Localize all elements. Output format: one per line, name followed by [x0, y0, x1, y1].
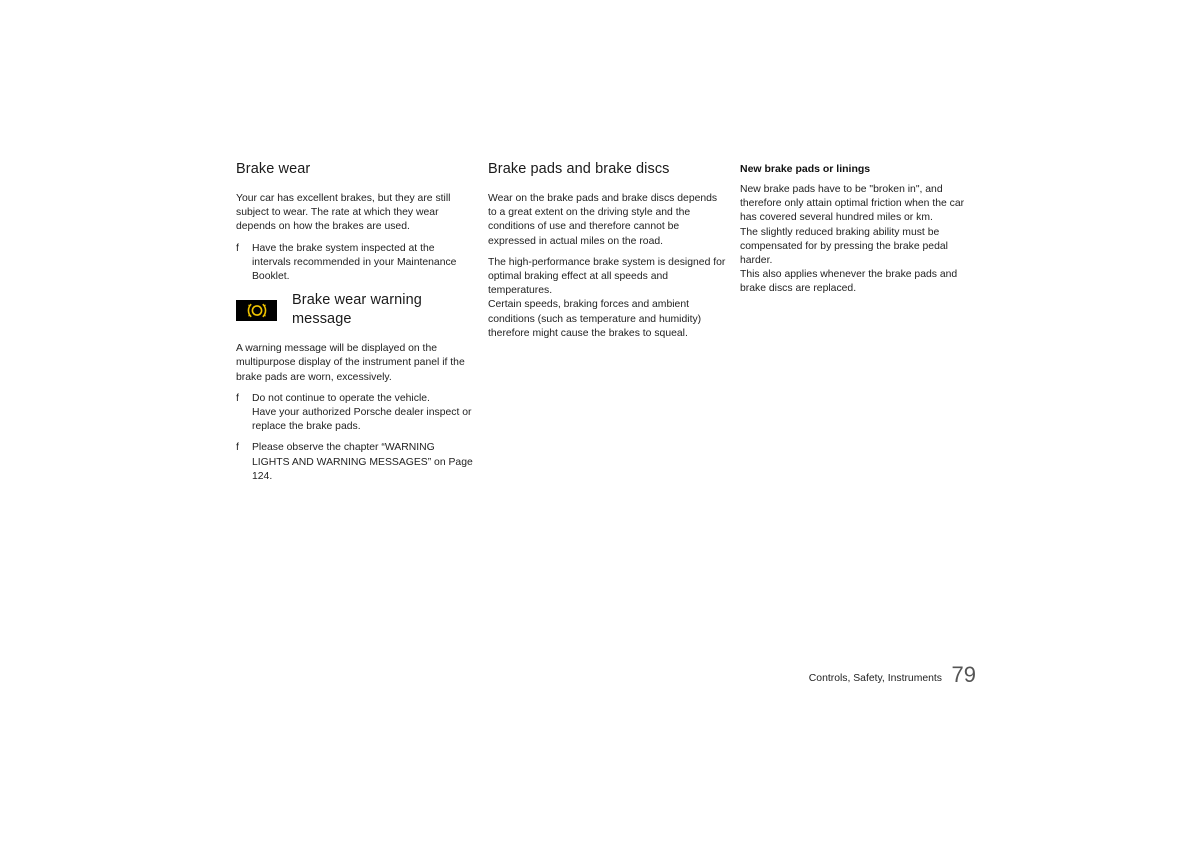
bullet-marker: f [236, 442, 239, 454]
section-heading-brake-wear: Brake wear [236, 161, 311, 177]
instruction-line: Do not continue to operate the vehicle. [252, 392, 430, 404]
warning-heading-row [236, 291, 474, 329]
instruction-text: Please observe the chapter “WARNING LIGHTS AND WARNING MESSAGES” on Page 124. [252, 442, 473, 482]
instruction-text: Have the brake system inspected at the intervals recommended in your Maintenance Booklet. [252, 242, 457, 283]
column-brake-wear [236, 160, 474, 491]
footer-section-title: Controls, Safety, Instruments [808, 673, 942, 684]
bullet-marker: f [236, 242, 239, 254]
instruction-item [236, 441, 474, 484]
instruction-item [236, 242, 474, 285]
column-new-brake-pads [740, 160, 980, 304]
paragraph: New brake pads have to be "broken in", and therefore only attain optimal friction when the car has covered several hundred miles or km. [740, 184, 965, 224]
instruction-item [236, 392, 474, 435]
paragraph: Wear on the brake pads and brake discs depends to a great extent on the driving style and the conditions of use and therefore cannot be expressed in actual miles on the road. [488, 193, 718, 247]
section-heading-new-brake-pads: New brake pads or linings [740, 163, 871, 175]
brake-pad-wear-warning-icon [236, 300, 277, 321]
paragraph: This also applies whenever the brake pads and brake discs are replaced. [740, 269, 958, 295]
brake-wear-intro: Your car has excellent brakes, but they are still subject to wear. The rate at which they wear depends on how the brakes are used. [236, 193, 451, 233]
page-footer [800, 662, 980, 692]
section-heading-brake-pads-discs: Brake pads and brake discs [488, 161, 670, 177]
section-heading-brake-wear-warning: Brake wear warning message [292, 292, 422, 328]
instruction-line: Have your authorized Porsche dealer inspect or replace the brake pads. [252, 407, 472, 433]
bullet-marker: f [236, 392, 239, 404]
instruction-text [252, 392, 474, 435]
warning-description: A warning message will be displayed on the multipurpose display of the instrument panel if the brake pads are worn, excessively. [236, 343, 465, 383]
paragraph: The slightly reduced braking ability must be compensated for by pressing the brake pedal harder. [740, 226, 948, 267]
paragraph: Certain speeds, braking forces and ambient conditions (such as temperature and humidity) therefore might cause the brakes to squeal. [488, 299, 702, 339]
paragraph: The high-performance brake system is designed for optimal braking effect at all speeds and temperatures. [488, 256, 726, 297]
page-number: 79 [951, 662, 976, 687]
column-brake-pads-discs [488, 160, 726, 348]
